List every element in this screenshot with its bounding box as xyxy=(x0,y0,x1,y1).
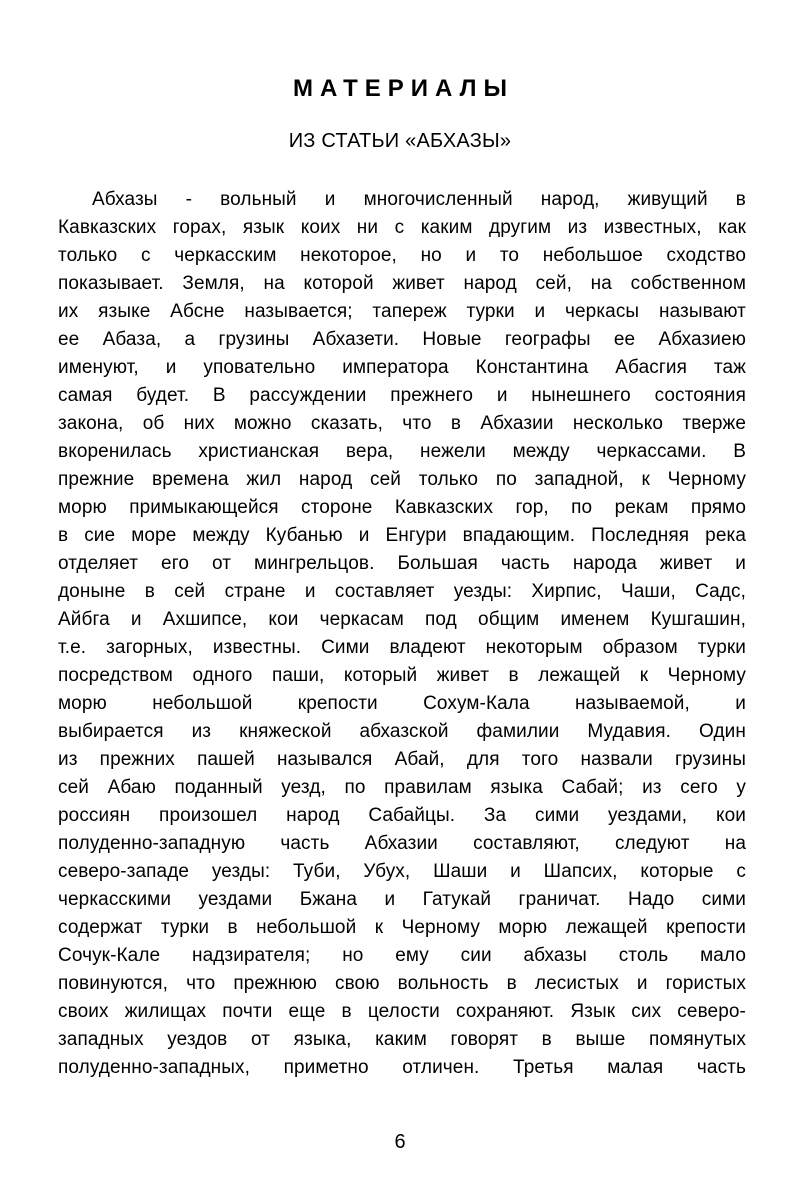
article-body xyxy=(58,186,746,1082)
text-line: самая будет. В рассуждении прежнего и нынешнего состояния xyxy=(58,385,746,406)
text-line: сей Абаю поданный уезд, по правилам языка Сабай; из сего у xyxy=(58,777,746,798)
text-line: своих жилищах почти еще в целости сохраняют. Язык сих северо- xyxy=(58,1001,746,1022)
text-line: полуденно-западную часть Абхазии составляют, следуют на xyxy=(58,833,746,854)
text-line: повинуются, что прежнюю свою вольность в лесистых и гористых xyxy=(58,973,746,994)
text-line: только с черкасским некоторое, но и то небольшое сходство xyxy=(58,245,746,266)
text-line: посредством одного паши, который живет в лежащей к Черному xyxy=(58,665,746,686)
text-line: доныне в сей стране и составляет уезды: Хирпис, Чаши, Садс, xyxy=(58,581,746,602)
text-line: полуденно-западных, приметно отличен. Третья малая часть xyxy=(58,1057,746,1078)
text-line: Сочук-Кале надзирателя; но ему сии абхазы столь мало xyxy=(58,945,746,966)
article-subtitle: ИЗ СТАТЬИ «АБХАЗЫ» xyxy=(288,130,512,152)
text-line: содержат турки в небольшой к Черному морю лежащей крепости xyxy=(58,917,746,938)
text-line: россиян произошел народ Сабайцы. За сими уездами, кои xyxy=(58,805,746,826)
text-line: из прежних пашей назывался Абай, для того назвали грузины xyxy=(58,749,746,770)
text-line: ее Абаза, а грузины Абхазети. Новые географы ее Абхазиею xyxy=(58,329,746,350)
text-line: в сие море между Кубанью и Енгури впадающим. Последняя река xyxy=(58,525,746,546)
text-line: показывает. Земля, на которой живет народ сей, на собственном xyxy=(58,273,746,294)
text-line: Кавказских горах, язык коих ни с каким другим из известных, как xyxy=(58,217,746,238)
text-line: Айбга и Ахшипсе, кои черкасам под общим именем Кушгашин, xyxy=(58,609,746,630)
text-line: выбирается из княжеской абхазской фамилии Мудавия. Один xyxy=(58,721,746,742)
text-line: Абхазы - вольный и многочисленный народ, живущий в xyxy=(92,189,746,210)
text-line: морю небольшой крепости Сохум-Кала называемой, и xyxy=(58,693,746,714)
page-title: МАТЕРИАЛЫ xyxy=(292,75,514,102)
text-line: прежние времена жил народ сей только по западной, к Черному xyxy=(58,469,746,490)
text-line: вкоренилась христианская вера, нежели между черкассами. В xyxy=(58,441,746,462)
text-line: именуют, и уповательно императора Константина Абасгия таж xyxy=(58,357,746,378)
text-line: отделяет его от мингрельцов. Большая часть народа живет и xyxy=(58,553,746,574)
text-line: западных уездов от языка, каким говорят в выше помянутых xyxy=(58,1029,746,1050)
page-number: 6 xyxy=(394,1131,406,1153)
text-line: черкасскими уездами Бжана и Гатукай граничат. Надо сими xyxy=(58,889,746,910)
text-line: т.е. загорных, известны. Сими владеют некоторым образом турки xyxy=(58,637,746,658)
text-line: их языке Абсне называется; тапереж турки и черкасы называют xyxy=(58,301,746,322)
text-line: морю примыкающейся стороне Кавказских гор, по рекам прямо xyxy=(58,497,746,518)
text-line: северо-западе уезды: Туби, Убух, Шаши и Шапсих, которые с xyxy=(58,861,746,882)
text-line: закона, об них можно сказать, что в Абхазии несколько тверже xyxy=(58,413,746,434)
